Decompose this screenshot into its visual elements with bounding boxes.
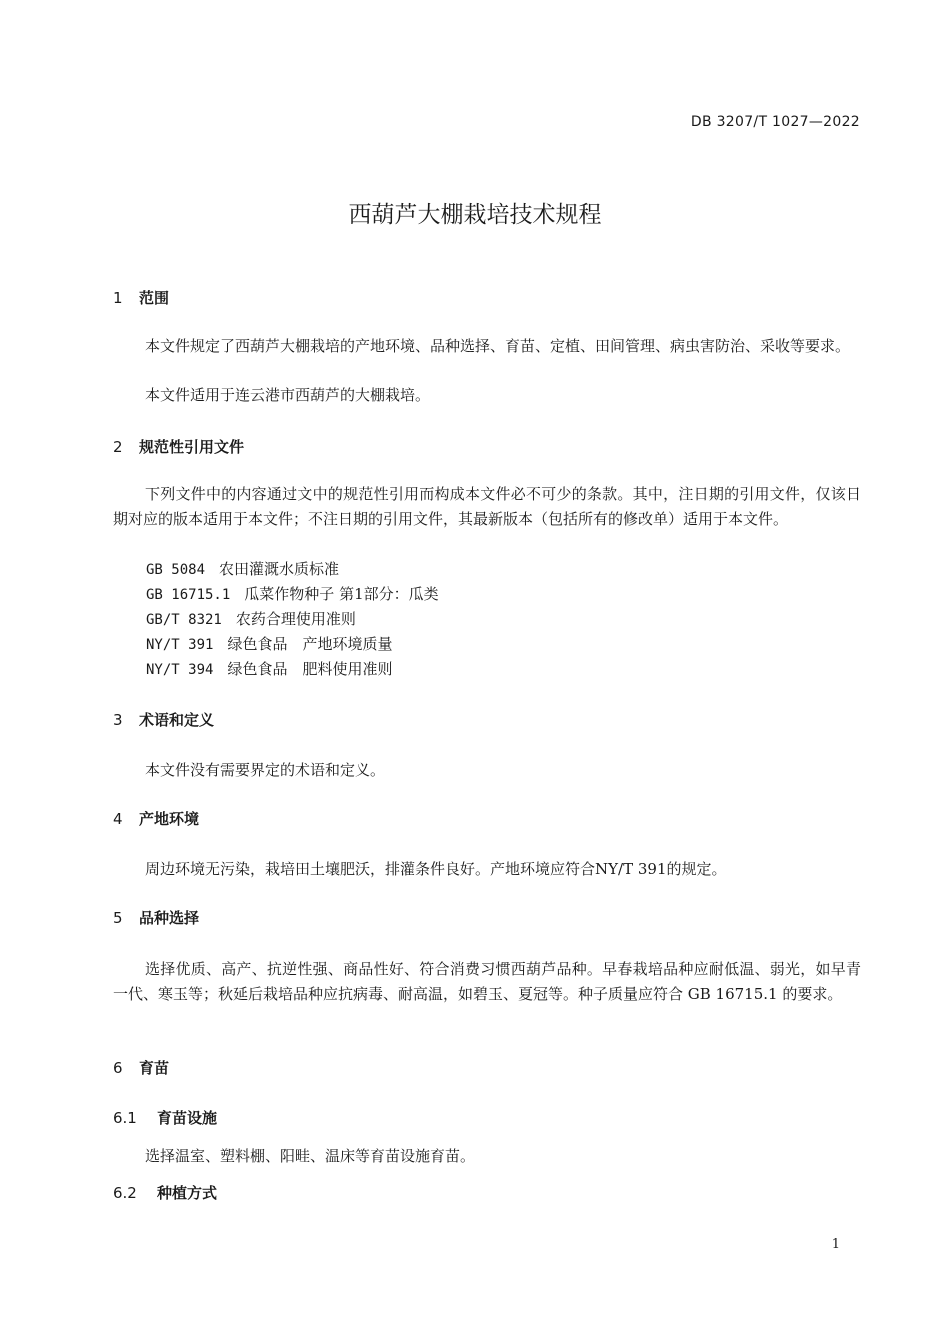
- section-heading-terms: [113, 709, 214, 730]
- subsection-title: 育苗设施: [157, 1109, 218, 1127]
- page-number: 1: [831, 1237, 840, 1252]
- section-title: 范围: [139, 289, 170, 307]
- reference-code: GB/T 8321: [146, 612, 222, 628]
- section-number: 4: [113, 810, 123, 828]
- document-title: 西葫芦大棚栽培技术规程: [348, 202, 602, 228]
- section-heading-environment: [113, 808, 199, 829]
- section-title: 产地环境: [139, 810, 200, 828]
- paragraph: 本文件适用于连云港市西葫芦的大棚栽培。: [145, 386, 431, 404]
- section-number: 1: [113, 289, 123, 307]
- reference-code: NY/T 394: [146, 662, 214, 678]
- section-heading-normative-references: [113, 436, 244, 457]
- reference-code: GB 5084: [146, 562, 206, 578]
- section-heading-seedling: [113, 1057, 169, 1078]
- reference-name: 农药合理使用准则: [235, 610, 356, 628]
- section-heading-scope: [113, 287, 169, 308]
- reference-item: [146, 658, 392, 679]
- reference-item: [146, 608, 356, 629]
- paragraph: 周边环境无污染，栽培田土壤肥沃，排灌条件良好。产地环境应符合NY/T 391的规定。: [145, 860, 727, 878]
- subsection-number: 6.1: [113, 1109, 137, 1127]
- section-title: 术语和定义: [139, 711, 215, 729]
- section-title: 品种选择: [139, 909, 200, 927]
- subsection-number: 6.2: [113, 1184, 137, 1202]
- paragraph: 选择优质、高产、抗逆性强、商品性好、符合消费习惯西葫芦品种。早春栽培品种应耐低温、弱光，如早青一代、寒玉等；秋延后栽培品种应抗病毒、耐高温，如碧玉、夏冠等。种子质量应符合 GB 16715.1 的要求。: [113, 960, 861, 1003]
- reference-code: NY/T 391: [146, 637, 214, 653]
- reference-item: [146, 583, 439, 604]
- section-number: 2: [113, 438, 123, 456]
- reference-item: [146, 633, 392, 654]
- reference-code: GB 16715.1: [146, 587, 231, 603]
- subsection-heading-facilities: [113, 1107, 217, 1128]
- section-number: 3: [113, 711, 123, 729]
- paragraph: 本文件规定了西葫芦大棚栽培的产地环境、品种选择、育苗、定植、田间管理、病虫害防治、采收等要求。: [145, 337, 851, 355]
- subsection-title: 种植方式: [157, 1184, 218, 1202]
- document-code: DB 3207/T 1027—2022: [690, 114, 860, 130]
- reference-name: 瓜菜作物种子 第1部分：瓜类: [244, 585, 439, 603]
- reference-item: [146, 558, 339, 579]
- section-title: 育苗: [139, 1059, 170, 1077]
- paragraph: 本文件没有需要界定的术语和定义。: [145, 761, 386, 779]
- section-title: 规范性引用文件: [139, 438, 245, 456]
- section-number: 6: [113, 1059, 123, 1077]
- reference-name: 绿色食品 肥料使用准则: [227, 660, 393, 678]
- subsection-heading-planting-method: [113, 1182, 217, 1203]
- section-number: 5: [113, 909, 123, 927]
- reference-name: 绿色食品 产地环境质量: [227, 635, 393, 653]
- paragraph: 选择温室、塑料棚、阳畦、温床等育苗设施育苗。: [145, 1147, 476, 1165]
- paragraph: 下列文件中的内容通过文中的规范性引用而构成本文件必不可少的条款。其中，注日期的引用文件，仅该日期对应的版本适用于本文件；不注日期的引用文件，其最新版本（包括所有的修改单）适用于本文件。: [113, 485, 861, 528]
- section-heading-variety-selection: [113, 907, 199, 928]
- reference-name: 农田灌溉水质标准: [219, 560, 340, 578]
